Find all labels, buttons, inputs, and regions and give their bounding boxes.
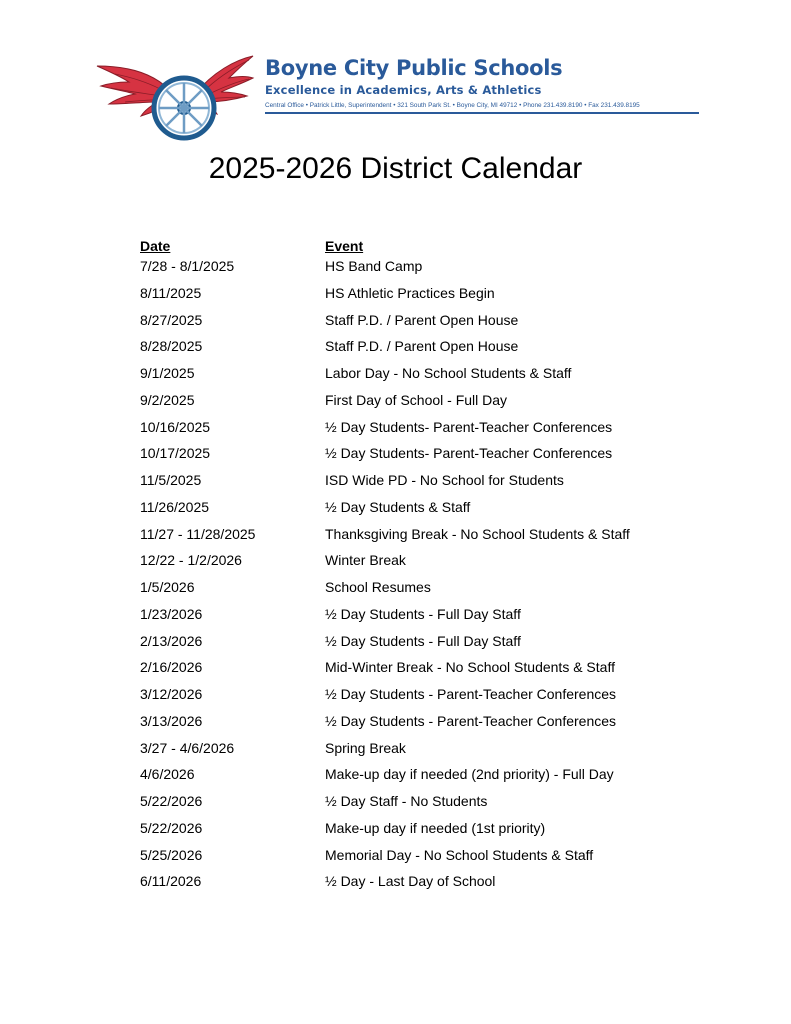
winged-wheel-icon	[95, 52, 255, 144]
row-date: 4/6/2026	[140, 766, 195, 783]
row-date: 1/5/2026	[140, 579, 195, 595]
row-date: 8/11/2025	[140, 284, 202, 301]
header-event: Event	[325, 238, 364, 254]
row-event: ½ Day Students - Full Day Staff	[325, 632, 521, 649]
table-row	[140, 445, 740, 472]
table-row	[140, 526, 740, 553]
row-event: Make-up day if needed (1st priority)	[325, 819, 546, 836]
row-event: Memorial Day - No School Students & Staff	[325, 846, 594, 863]
row-date: 9/1/2025	[140, 365, 195, 381]
row-date: 7/28 - 8/1/2025	[140, 258, 235, 274]
table-row	[140, 793, 740, 820]
row-event: HS Athletic Practices Begin	[325, 284, 495, 301]
row-event: Spring Break	[325, 739, 406, 756]
row-event: Thanksgiving Break - No School Students & Staff	[325, 525, 630, 542]
row-date: 10/17/2025	[140, 445, 211, 462]
row-date: 5/25/2026	[140, 846, 203, 863]
row-date: 9/2/2025	[140, 391, 195, 408]
org-name: Boyne City Public Schools	[265, 56, 563, 80]
row-date: 3/12/2026	[140, 686, 203, 702]
row-date: 5/22/2026	[140, 819, 203, 836]
row-date: 1/23/2026	[140, 605, 203, 622]
row-event: ½ Day Students - Full Day Staff	[325, 605, 521, 622]
header-date: Date	[140, 238, 171, 254]
row-event: ½ Day Staff - No Students	[325, 793, 488, 809]
org-contact-line: Central Office • Patrick Little, Superintendent • 321 South Park St. • Boyne City, MI 49712 • Phone 231.439.8190 • Fax 231.439.8195	[265, 102, 640, 109]
row-event: First Day of School - Full Day	[325, 391, 508, 408]
row-event: ISD Wide PD - No School for Students	[325, 472, 564, 488]
row-event: ½ Day Students & Staff	[325, 498, 471, 515]
table-row	[140, 499, 740, 526]
row-date: 11/5/2025	[140, 472, 202, 488]
table-row	[140, 820, 740, 847]
table-body	[140, 258, 740, 900]
row-event: School Resumes	[325, 579, 431, 595]
row-date: 8/28/2025	[140, 338, 203, 355]
row-date: 10/16/2025	[140, 418, 211, 435]
row-event: ½ Day Students- Parent-Teacher Conferences	[325, 445, 613, 462]
table-row	[140, 713, 740, 740]
row-date: 2/16/2026	[140, 659, 203, 676]
row-date: 8/27/2025	[140, 311, 203, 328]
table-row	[140, 338, 740, 365]
row-date: 11/26/2025	[140, 498, 210, 515]
table-row	[140, 472, 740, 499]
row-event: Staff P.D. / Parent Open House	[325, 311, 519, 328]
table-row	[140, 258, 740, 285]
table-row	[140, 365, 740, 392]
row-date: 11/27 - 11/28/2025	[140, 525, 256, 542]
row-event: ½ Day Students - Parent-Teacher Conferences	[325, 686, 617, 702]
page-title: 2025-2026 District Calendar	[208, 152, 583, 185]
table-row	[140, 686, 740, 713]
row-date: 2/13/2026	[140, 632, 203, 649]
table-row	[140, 740, 740, 767]
row-date: 3/27 - 4/6/2026	[140, 739, 235, 756]
table-row	[140, 285, 740, 312]
table-row	[140, 579, 740, 606]
row-date: 3/13/2026	[140, 712, 203, 729]
table-header	[140, 238, 740, 258]
org-tagline: Excellence in Academics, Arts & Athletics	[265, 83, 542, 97]
row-date: 6/11/2026	[140, 873, 202, 890]
row-event: HS Band Camp	[325, 258, 423, 274]
table-row	[140, 633, 740, 660]
row-event: Mid-Winter Break - No School Students & Staff	[325, 659, 615, 676]
letterhead-rule	[265, 112, 699, 114]
row-event: Make-up day if needed (2nd priority) - Full Day	[325, 766, 614, 783]
calendar-table	[140, 238, 740, 900]
table-row	[140, 419, 740, 446]
row-event: ½ Day Students- Parent-Teacher Conferences	[325, 418, 613, 435]
row-event: Labor Day - No School Students & Staff	[325, 365, 572, 381]
table-row	[140, 847, 740, 874]
table-row	[140, 312, 740, 339]
table-row	[140, 606, 740, 633]
row-event: ½ Day - Last Day of School	[325, 873, 496, 890]
row-event: ½ Day Students - Parent-Teacher Conferences	[325, 712, 617, 729]
row-date: 5/22/2026	[140, 793, 203, 809]
table-row	[140, 873, 740, 900]
row-event: Winter Break	[325, 552, 406, 569]
table-row	[140, 552, 740, 579]
row-event: Staff P.D. / Parent Open House	[325, 338, 519, 355]
row-date: 12/22 - 1/2/2026	[140, 552, 242, 569]
table-row	[140, 659, 740, 686]
table-row	[140, 392, 740, 419]
letterhead	[95, 52, 700, 144]
table-row	[140, 766, 740, 793]
